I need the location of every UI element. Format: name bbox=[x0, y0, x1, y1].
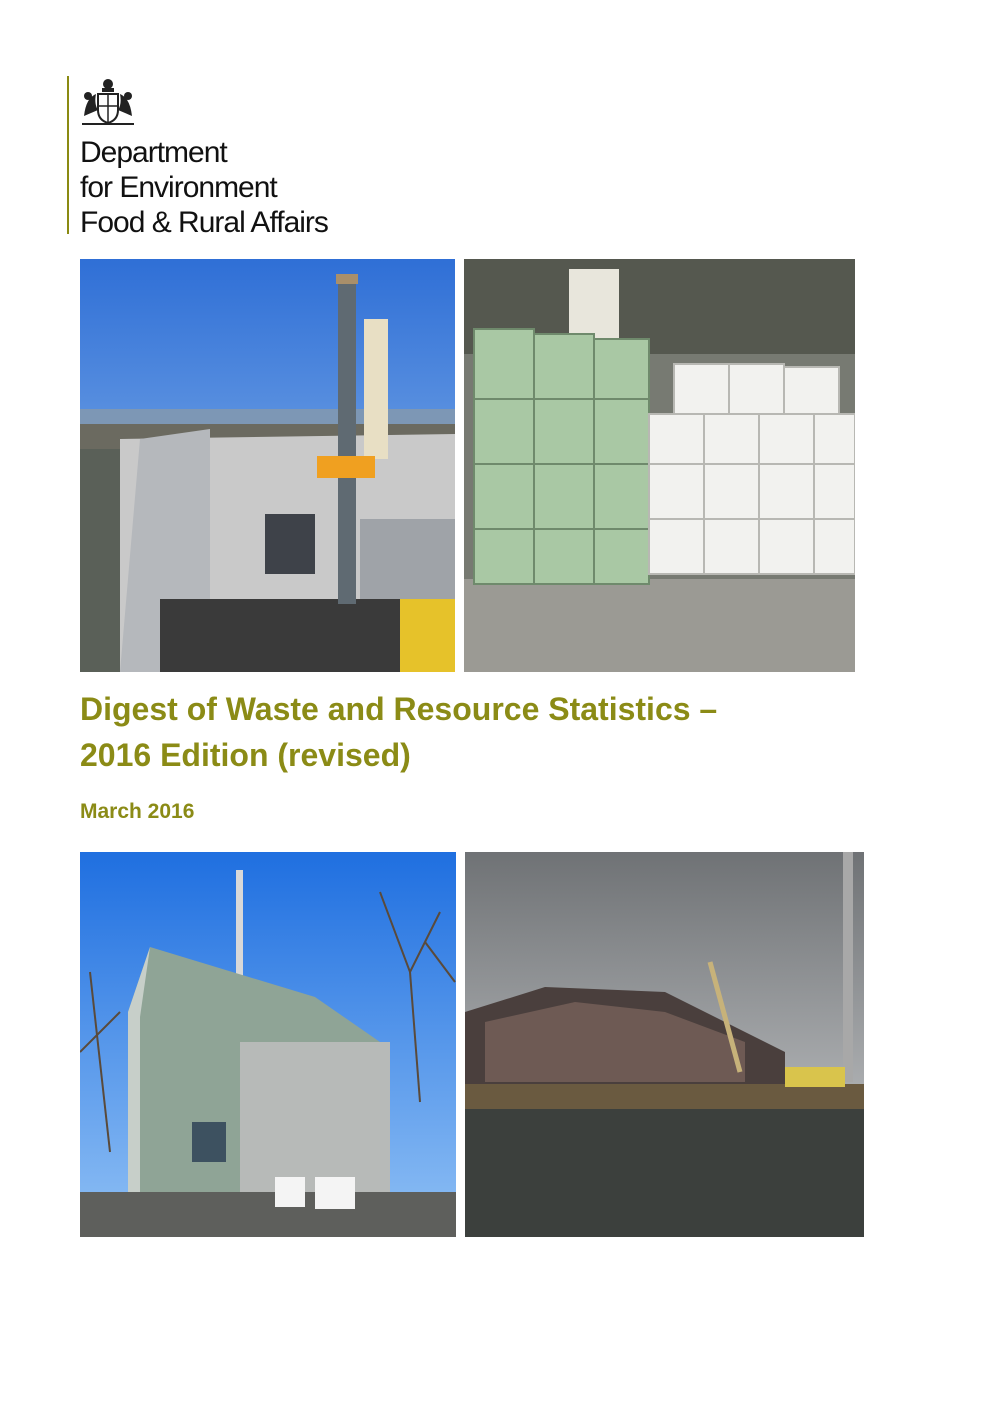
incinerator-chimney-photo bbox=[80, 259, 455, 672]
publication-date: March 2016 bbox=[80, 800, 195, 823]
scrap-metal-dock-photo bbox=[465, 852, 864, 1237]
department-name-line-1: Department bbox=[80, 136, 227, 169]
department-name-line-2: for Environment bbox=[80, 171, 277, 204]
document-title bbox=[80, 686, 880, 778]
document-title-line-1: Digest of Waste and Resource Statistics – bbox=[80, 691, 718, 727]
energy-from-waste-plant-photo bbox=[80, 852, 456, 1237]
document-title-line-2: 2016 Edition (revised) bbox=[80, 737, 411, 773]
logo-divider bbox=[67, 76, 69, 234]
department-name-line-3: Food & Rural Affairs bbox=[80, 206, 328, 239]
royal-coat-of-arms-icon bbox=[78, 76, 138, 128]
waste-bales-photo bbox=[464, 259, 855, 672]
